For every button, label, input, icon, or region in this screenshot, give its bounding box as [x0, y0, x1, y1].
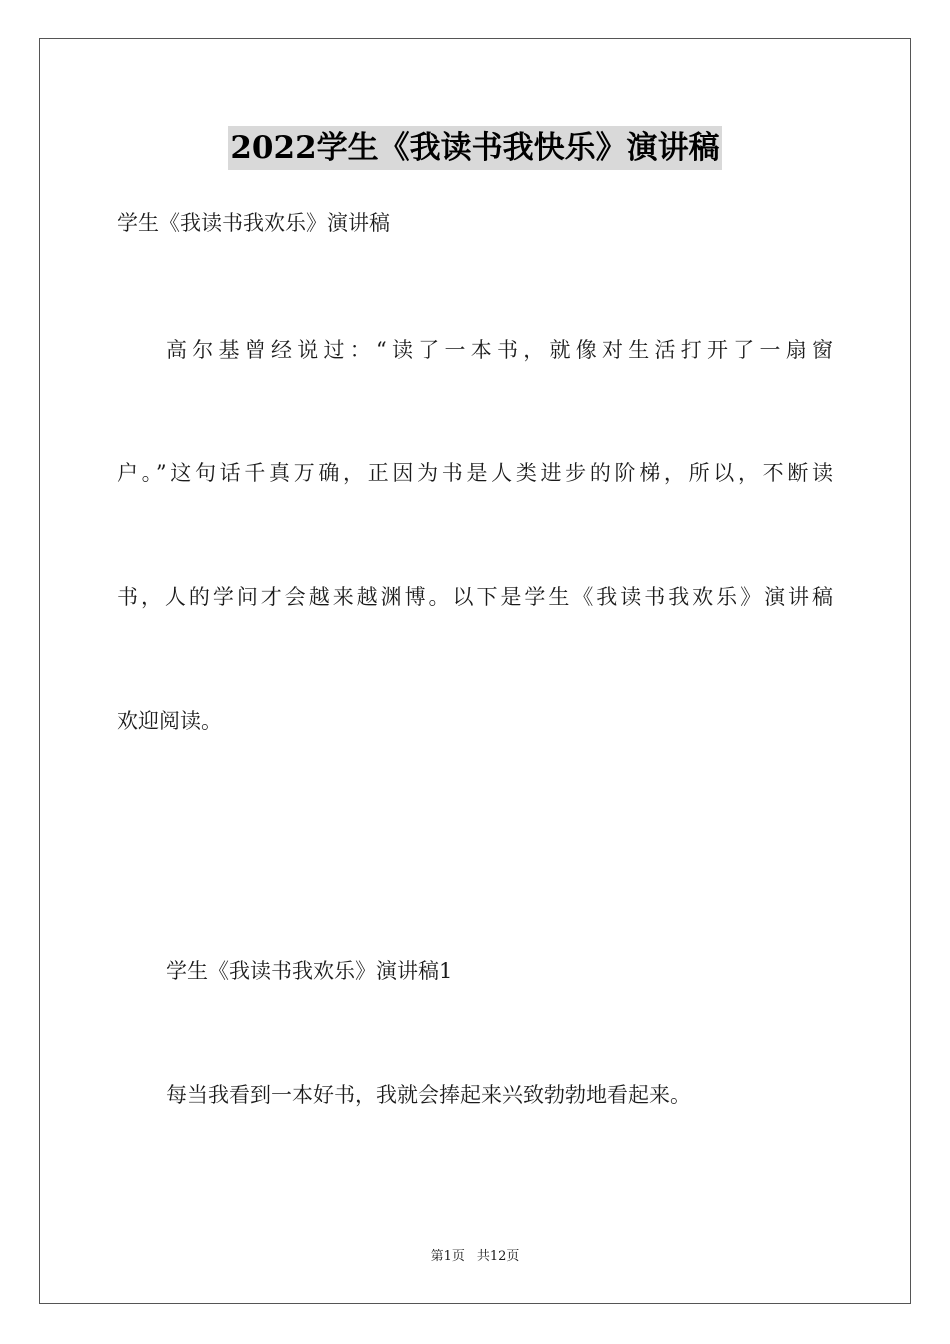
- section-paragraph-line-1: 每当我看到一本好书，我就会捧起来兴致勃勃地看起来。: [166, 1083, 691, 1107]
- document-subtitle: 学生《我读书我欢乐》演讲稿: [117, 211, 390, 235]
- title-container: [0, 126, 950, 170]
- paragraph-line-2: 户。”这句话千真万确，正因为书是人类进步的阶梯，所以，不断读: [117, 461, 833, 485]
- page-number-current: 第1页: [430, 1249, 465, 1264]
- paragraph-line-4: 欢迎阅读。: [117, 709, 222, 733]
- page-footer: [0, 1248, 950, 1266]
- page-number-total: 共12页: [476, 1249, 520, 1264]
- paragraph-line-1: 高尔基曾经说过：“读了一本书，就像对生活打开了一扇窗: [166, 338, 833, 362]
- document-title: 2022学生《我读书我快乐》演讲稿: [228, 126, 721, 170]
- paragraph-line-3: 书，人的学问才会越来越渊博。以下是学生《我读书我欢乐》演讲稿: [117, 585, 833, 609]
- section-heading: 学生《我读书我欢乐》演讲稿1: [166, 959, 453, 983]
